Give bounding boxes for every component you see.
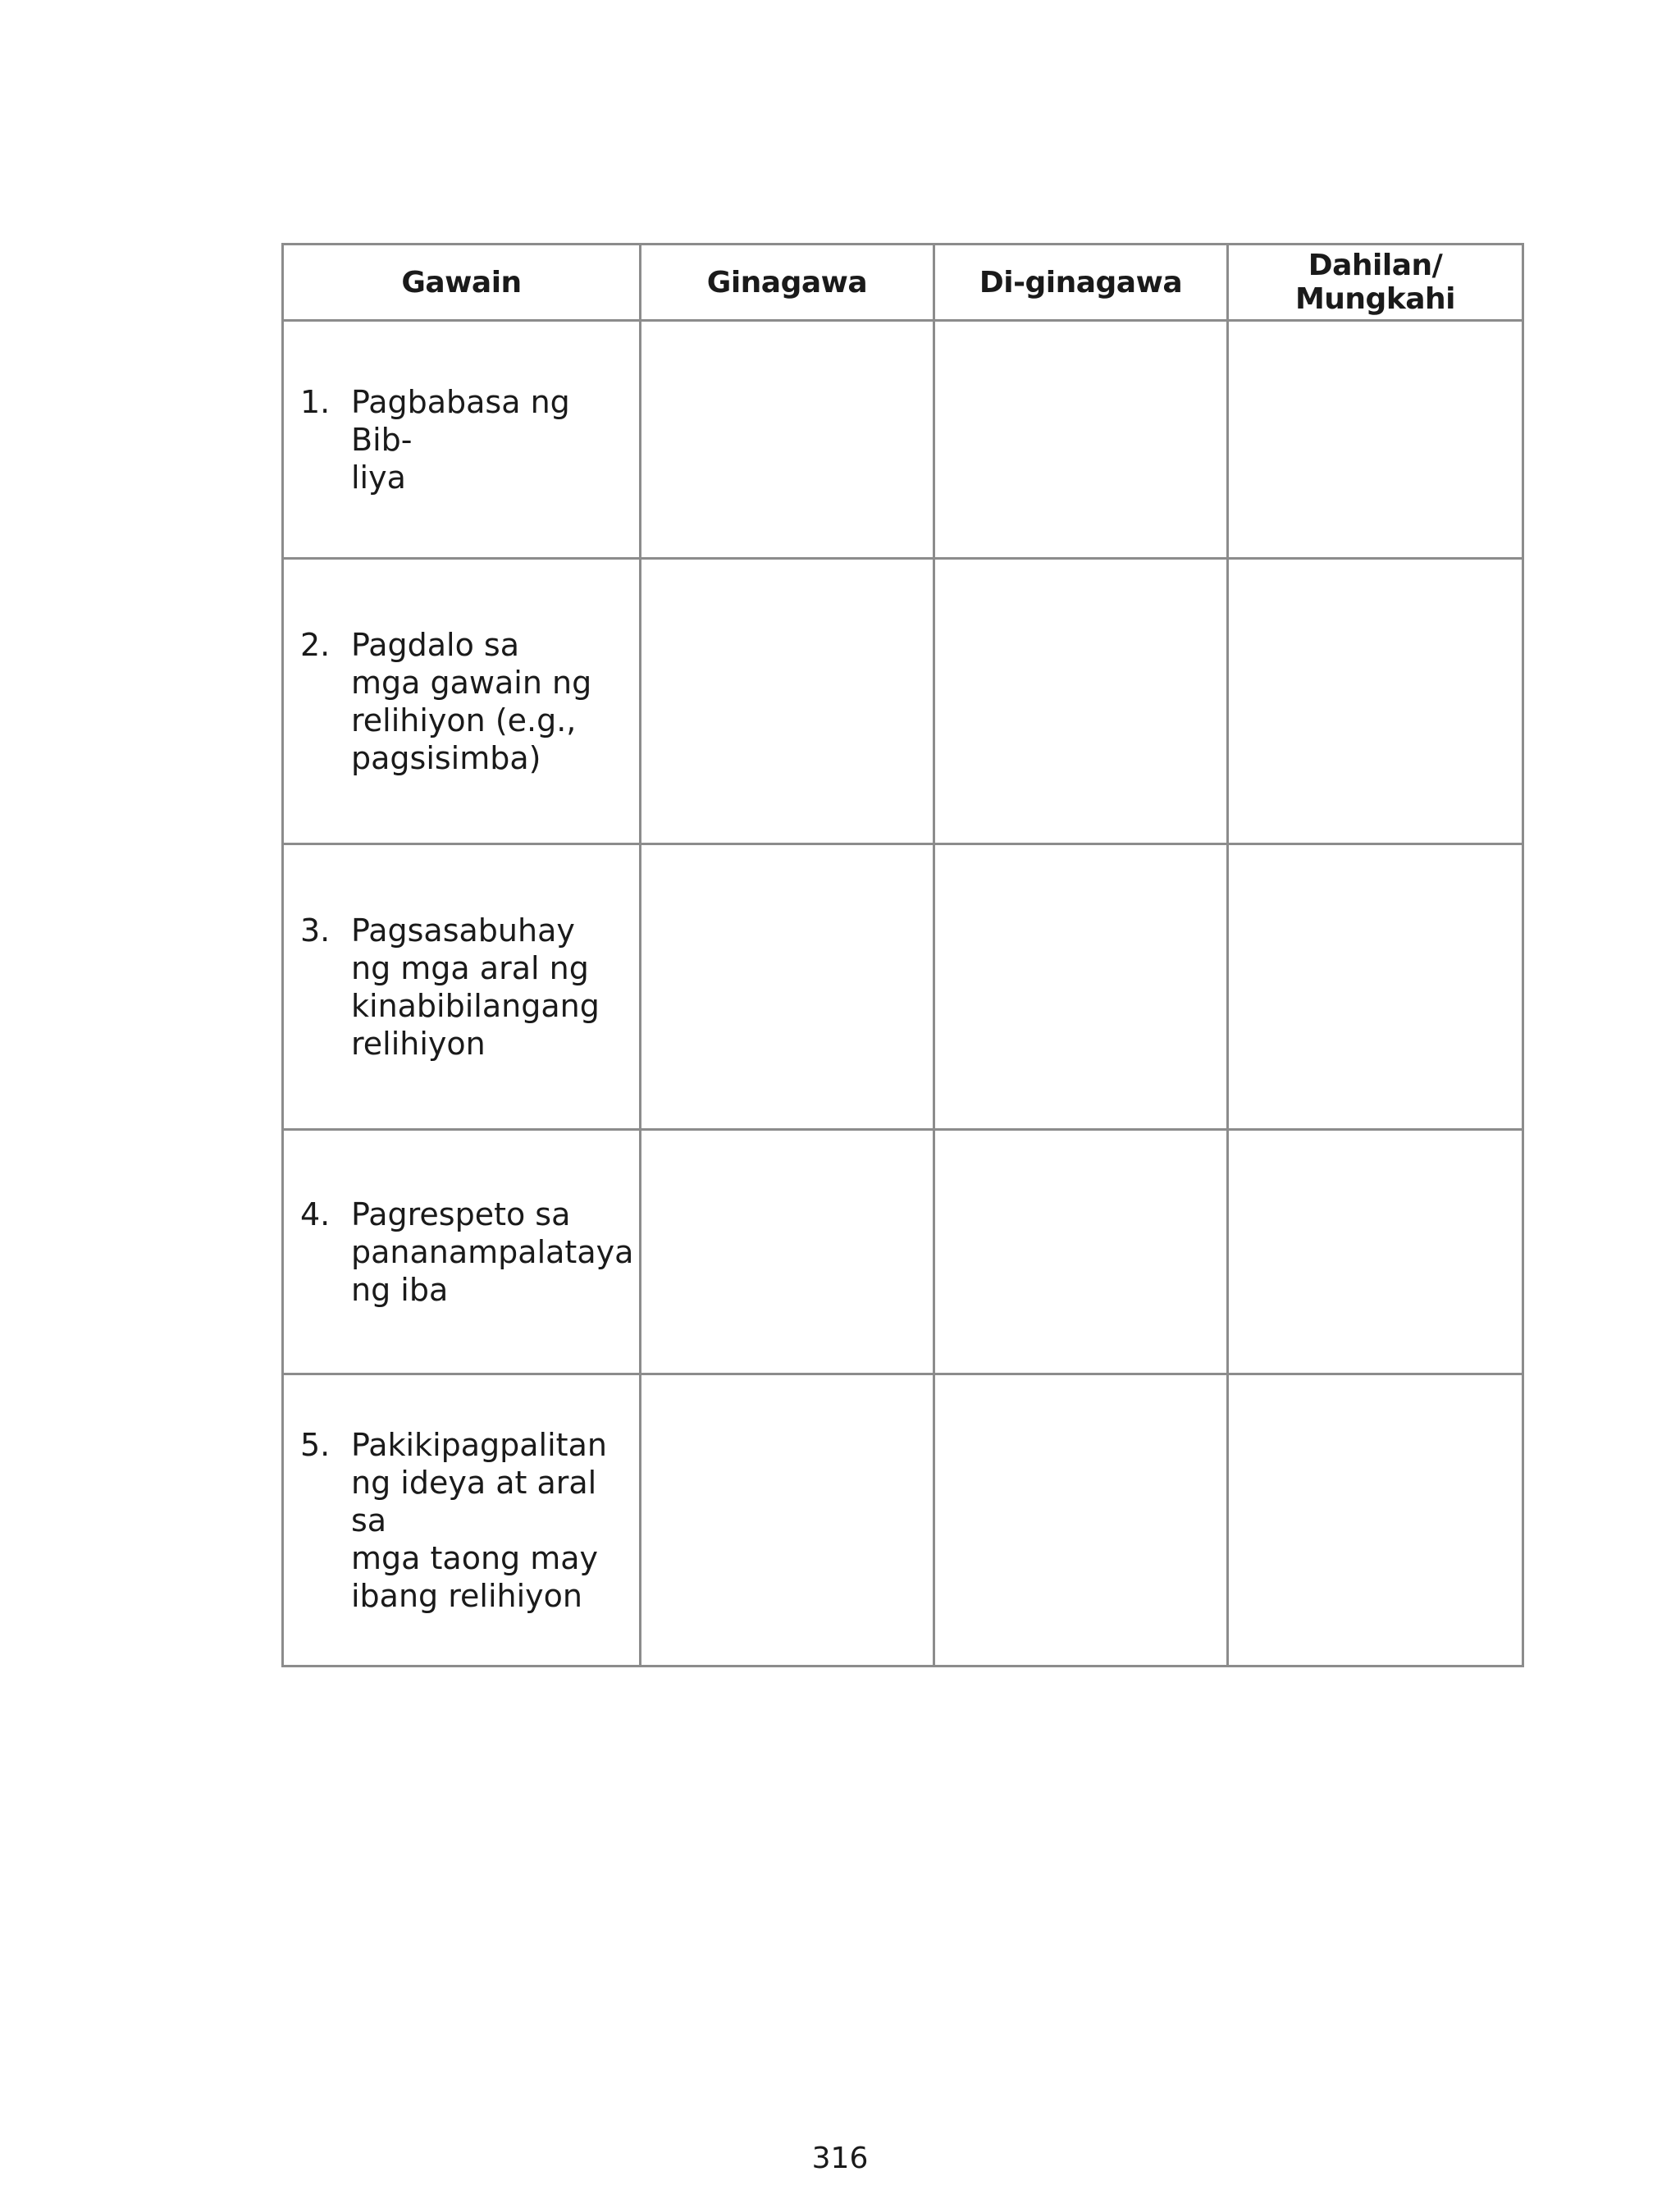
di-ginagawa-cell[interactable] <box>934 844 1228 1130</box>
di-ginagawa-cell[interactable] <box>934 1130 1228 1374</box>
task-cell <box>283 559 641 844</box>
task-cell <box>283 321 641 559</box>
dahilan-mungkahi-cell[interactable] <box>1228 1130 1523 1374</box>
di-ginagawa-cell[interactable] <box>934 321 1228 559</box>
task-number: 5. <box>300 1426 331 1463</box>
table-row <box>283 321 1523 559</box>
table-header-row <box>283 245 1523 321</box>
table-row <box>283 844 1523 1130</box>
task-text: Pakikipagpalitan ng ideya at aral sa mga taong may ibang relihiyon <box>351 1426 607 1614</box>
header-di-ginagawa: Di-ginagawa <box>934 245 1228 321</box>
ginagawa-cell[interactable] <box>641 559 934 844</box>
dahilan-mungkahi-cell[interactable] <box>1228 1374 1523 1667</box>
table-row <box>283 1130 1523 1374</box>
ginagawa-cell[interactable] <box>641 1374 934 1667</box>
ginagawa-cell[interactable] <box>641 321 934 559</box>
dahilan-mungkahi-cell[interactable] <box>1228 844 1523 1130</box>
activity-table <box>281 243 1524 1667</box>
di-ginagawa-cell[interactable] <box>934 1374 1228 1667</box>
di-ginagawa-cell[interactable] <box>934 559 1228 844</box>
task-text: Pagbabasa ng Bib- liya <box>351 383 570 496</box>
dahilan-mungkahi-cell[interactable] <box>1228 559 1523 844</box>
ginagawa-cell[interactable] <box>641 844 934 1130</box>
task-number: 1. <box>300 383 331 420</box>
task-cell <box>283 1374 641 1667</box>
task-text: Pagrespeto sa pananampalataya ng iba <box>351 1196 634 1308</box>
task-cell <box>283 844 641 1130</box>
header-ginagawa: Ginagawa <box>641 245 934 321</box>
task-number: 2. <box>300 626 331 663</box>
task-text: Pagdalo sa mga gawain ng relihiyon (e.g., pagsisimba) <box>351 626 592 776</box>
task-number: 4. <box>300 1196 331 1232</box>
table-row <box>283 559 1523 844</box>
header-dahilan-mungkahi: Dahilan/ Mungkahi <box>1228 245 1523 321</box>
dahilan-mungkahi-cell[interactable] <box>1228 321 1523 559</box>
page-number: 316 <box>811 2142 869 2175</box>
task-number: 3. <box>300 912 331 949</box>
task-text: Pagsasabuhay ng mga aral ng kinabibilangang relihiyon <box>351 912 600 1062</box>
task-cell <box>283 1130 641 1374</box>
header-gawain: Gawain <box>283 245 641 321</box>
ginagawa-cell[interactable] <box>641 1130 934 1374</box>
table-row <box>283 1374 1523 1667</box>
